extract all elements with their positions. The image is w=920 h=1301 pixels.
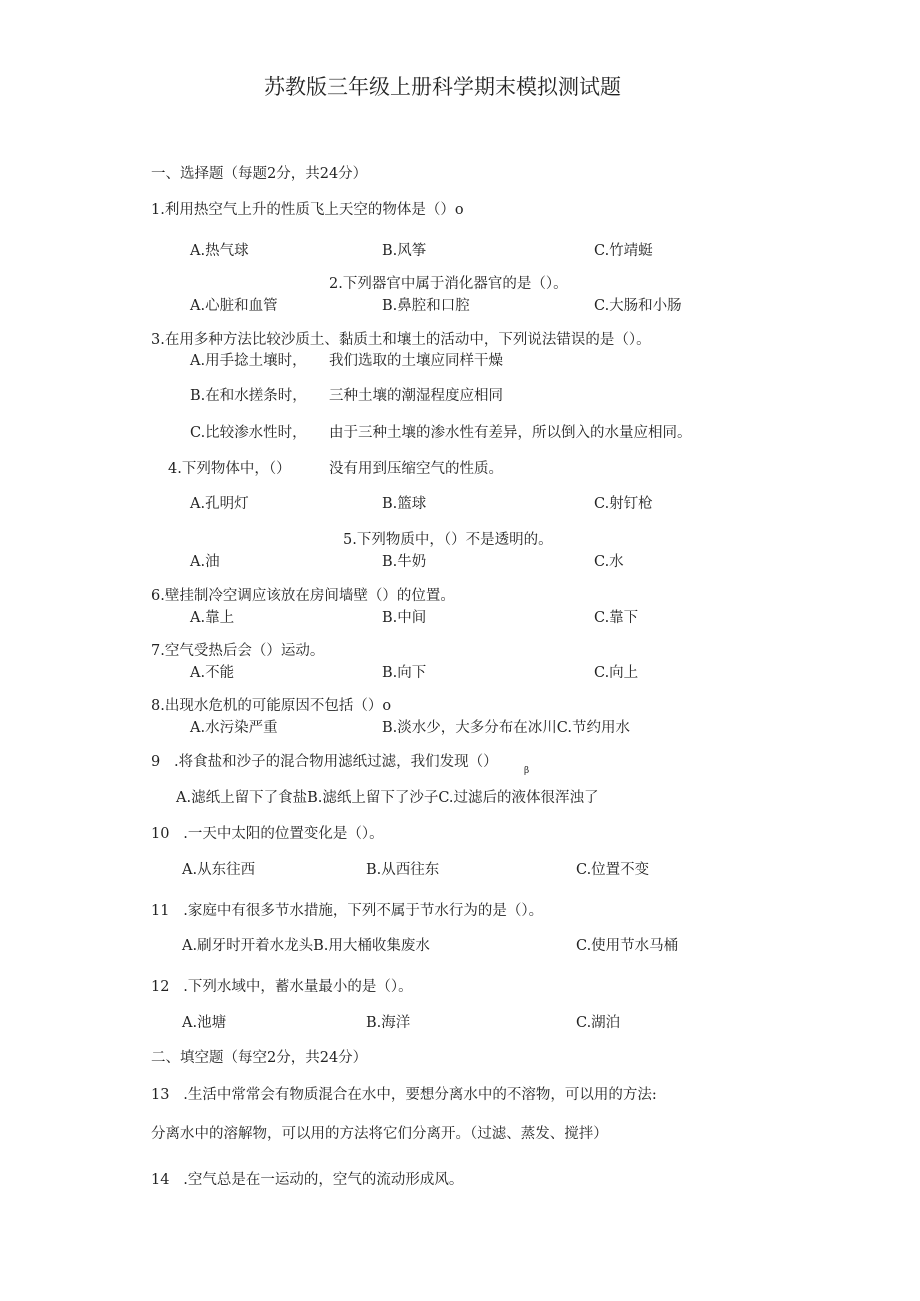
stray-mark: β xyxy=(524,766,530,776)
option-a-text: 我们选取的土壤应同样干燥 xyxy=(329,353,503,369)
question-stem: 11 .家庭中有很多节水措施，下列不属于节水行为的是（）。 xyxy=(151,903,544,919)
option-c: C.使用节水马桶 xyxy=(576,938,679,954)
option-b: B.篮球 xyxy=(382,496,427,512)
option-c: C.位置不变 xyxy=(576,862,650,878)
question-stem: 4.下列物体中，（） xyxy=(168,461,291,477)
option-c: C.竹靖蜓 xyxy=(594,243,653,259)
option-b: B.海洋 xyxy=(366,1015,411,1031)
question-stem: 1.利用热空气上升的性质飞上天空的物体是（）o xyxy=(151,202,464,218)
option-c-text: 由于三种土壤的渗水性有差异，所以倒入的水量应相同。 xyxy=(329,425,692,441)
question-line-2: 分离水中的溶解物，可以用的方法将它们分离开。（过滤、蒸发、搅拌） xyxy=(151,1126,608,1142)
option-b-text: 三种土壤的潮湿程度应相同 xyxy=(329,388,503,404)
options-line: A.滤纸上留下了食盐B.滤纸上留下了沙子C.过滤后的液体很浑浊了 xyxy=(176,790,599,806)
question-stem: 2.下列器官中属于消化器官的是（）。 xyxy=(329,276,568,292)
option-b: B.风筝 xyxy=(382,243,427,259)
option-a: A.孔明灯 xyxy=(190,496,249,512)
question-stem: 9 .将食盐和沙子的混合物用滤纸过滤，我们发现（） xyxy=(151,754,498,770)
option-b: B.鼻腔和口腔 xyxy=(382,298,470,314)
option-b: B.中间 xyxy=(382,610,427,626)
option-a: A.油 xyxy=(190,554,220,570)
option-bc: B.淡水少，大多分布在冰川C.节约用水 xyxy=(382,720,630,736)
section-heading-fill: 二、填空题（每空2分，共24分） xyxy=(151,1050,368,1066)
option-b: B.从西往东 xyxy=(366,862,440,878)
option-a: A.池塘 xyxy=(182,1015,227,1031)
option-a-lead: A.用手捻土壤时， xyxy=(190,353,307,369)
option-c: C.大肠和小肠 xyxy=(594,298,682,314)
option-a: A.靠上 xyxy=(190,610,235,626)
option-c-lead: C.比较渗水性时， xyxy=(190,425,307,441)
question-stem: 7.空气受热后会（）运动。 xyxy=(151,643,325,659)
option-b: B.向下 xyxy=(382,665,427,681)
question-stem: 14 .空气总是在一运动的，空气的流动形成风。 xyxy=(151,1172,464,1188)
section-heading-choice: 一、选择题（每题2分，共24分） xyxy=(151,166,368,182)
question-stem: 3.在用多种方法比较沙质土、黏质土和壤土的活动中，下列说法错误的是（）。 xyxy=(151,332,651,348)
question-stem: 6.壁挂制冷空调应该放在房间墙壁（）的位置。 xyxy=(151,588,455,604)
question-stem: 12 .下列水域中，蓄水量最小的是（）。 xyxy=(151,979,413,995)
option-a: A.水污染严重 xyxy=(190,720,278,736)
option-c: C.靠下 xyxy=(594,610,639,626)
option-a: A.从东往西 xyxy=(182,862,256,878)
option-a: A.热气球 xyxy=(190,243,249,259)
option-c: C.湖泊 xyxy=(576,1015,621,1031)
question-stem: 5.下列物质中，（）不是透明的。 xyxy=(343,532,553,548)
option-b: B.牛奶 xyxy=(382,554,427,570)
option-a: A.心脏和血管 xyxy=(190,298,278,314)
option-c: C.水 xyxy=(594,554,624,570)
option-b-lead: B.在和水搓条时， xyxy=(190,388,307,404)
question-stem: 10 .一天中太阳的位置变化是（）。 xyxy=(151,826,384,842)
option-ab: A.刷牙时开着水龙头B.用大桶收集废水 xyxy=(182,938,430,954)
question-stem: 8.出现水危机的可能原因不包括（）o xyxy=(151,698,392,714)
option-a: A.不能 xyxy=(190,665,235,681)
option-c: C.向上 xyxy=(594,665,639,681)
question-stem-cont: 没有用到压缩空气的性质。 xyxy=(329,461,503,477)
option-c: C.射钉枪 xyxy=(594,496,653,512)
page-title: 苏教版三年级上册科学期末模拟测试题 xyxy=(264,75,621,99)
question-line-1: 13 .生活中常常会有物质混合在水中，要想分离水中的不溶物，可以用的方法: xyxy=(151,1087,657,1103)
